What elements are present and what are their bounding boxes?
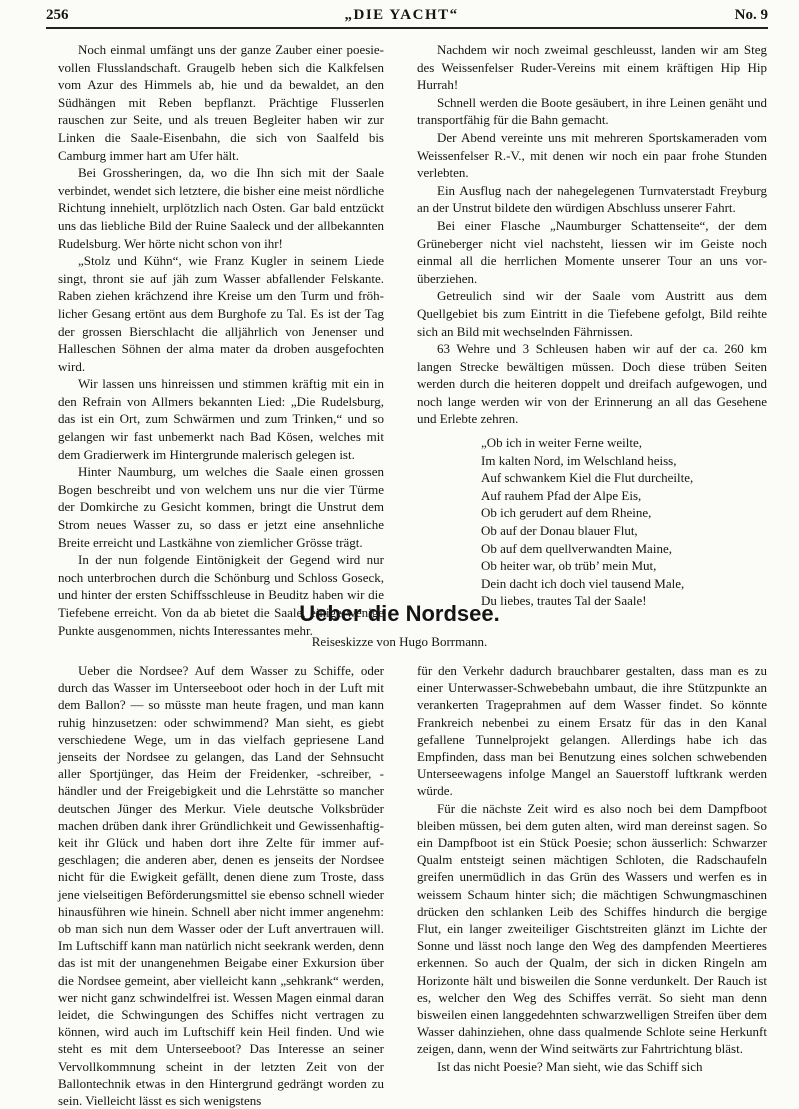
paragraph: Bei einer Flasche „Naumburger Schattenseite“, der dem Grüneberger nicht viel nachsteht, liessen wir im Geiste noch einmal all die herrlichen Momente unserer Tour an uns vorüberziehen. <box>417 217 767 286</box>
column-bottom-right <box>417 662 767 1075</box>
page-header <box>46 4 768 26</box>
header-rule <box>46 27 768 29</box>
paragraph: „Stolz und Kühn“, wie Franz Kugler in seinem Liede singt, thront sie auf jäh zum Wasser abfallender Felskante. Raben ziehen krächzend ihre Kreise um den Turm und fröhlicher Gesang ertönt aus dem Burghofe zu Tal. Es ist der Tag der grossen Bierschlacht die alljährlich von Jenenser und Halleschen Söhnen der alma mater da droben ausgefochten wird. <box>58 253 384 374</box>
poem-line: Ob auf der Donau blauer Flut, <box>481 523 638 539</box>
poem <box>481 434 767 610</box>
column-top-right <box>417 41 767 610</box>
paragraph: Getreulich sind wir der Saale vom Austritt aus dem Quellgebiet bis zum Eintritt in die Tiefebene gefolgt, Bild reihte sich an Bild mit wechselnden Fährnissen. <box>417 288 767 339</box>
article-title: Ueber die Nordsee. <box>299 601 500 626</box>
paragraph: Schnell werden die Boote gesäubert, in ihre Leinen genäht und transportfähig für die Bahn gemacht. <box>417 94 767 128</box>
column-top-left <box>58 41 384 639</box>
paragraph: Wir lassen uns hinreissen und stimmen kräftig mit ein in den Refrain von Allmers bekannten Lied: „Die Rudelsburg, das ist ein Ort, zum Schwärmen und zum Trinken,“ und so gelangen wir fast unbemerkt nach Bad Kösen, welches mit dem Gradierwerk im Hintergrunde malerisch gelegen ist. <box>58 376 384 462</box>
paragraph: Hinter Naumburg, um welches die Saale einen grossen Bogen beschreibt und von welchem uns nur die vier Türme der Domkirche zu Gesicht kommen, bringt die Unstrut dem Strom neues Wasser zu, so dass er jetzt eine ansehnliche Breite erreicht und Lastkähne von ziemlicher Grösse trägt. <box>58 464 384 550</box>
column-bottom-left <box>58 662 384 1109</box>
poem-line: Ob heiter war, ob trüb’ mein Mut, <box>481 558 657 574</box>
poem-line: Ob auf dem quellverwandten Maine, <box>481 540 672 556</box>
paragraph: Ein Ausflug nach der nahegelegenen Turnvaterstadt Freyburg an der Unstrut bildete den würdigen Abschluss unserer Fahrt. <box>417 182 767 216</box>
paragraph: für den Verkehr dadurch brauchbarer gestalten, dass man es zu einer Unterwasser-Schwebebahn umbaut, die ihre Stützpunkte an verankerten Trageprahmen auf dem Wasser findet. So könnte Frankreich nebenbei zu einem Ersatz für das in den Kanal gefallene Tunnelprojekt gelangen. Allerdings habe ich das Empfinden, dass man bei Benutzung eines solchen schwebenden Unterseewagens infolge Mangel an Sauerstoff luftkrank werden würde. <box>417 663 767 799</box>
poem-line: Ob ich gerudert auf dem Rheine, <box>481 505 652 521</box>
paragraph: Ueber die Nordsee? Auf dem Wasser zu Schiffe, oder durch das Wasser im Unterseeboot oder hoch in der Luft mit dem Ballon? — so müsste man heute fragen, und man kann ruhig hinzusetzen: oder schwimmend? Man sieht, es giebt verschiedene Wege, um in das vielfach gepriesene Land jenseits der Nordsee zu gelangen, das Land der Sehnsucht aller Sportjünger, das Heim der Freidenker, -schreiber, -händler und der Freigebigkeit und die Lehrstätte so mancher deutschen Jünger des Merkur. Viele deutsche Volksbrüder machen drüben dank ihrer Gründlichkeit und Gewissenhaftigkeit ihr Glück und haben dort ihre Zelte für immer aufgeschlagen; die anderen aber, denen es jenseits der Nordsee nicht für die Ewigkeit gefällt, denen diene zum Troste, dass jene vielseitigen Beförderungsmittel sie ebenso schnell wieder hinausführen wie hinein. Schnell aber nicht immer angenehm: ob man sich nun dem Wasser oder der Luft anvertrauen will. Im Luftschiff kann man natürlich nicht seekrank werden, denn das ist mit der unangenehmen Beigabe einer Exkursion über die Nordsee gemeint, aber vielleicht kann „sehkrank“ werden, wer nicht ganz schwindelfrei ist. Wessen Magen einmal daran leidet, die Schwingungen des Schiffes nicht vertragen zu können, wird auch im Luftschiff kein Heil finden. Und wie steht es mit dem Unterseeboot? Das Interesse an seiner Vervollkommnung scheint in der letzten Zeit von der Ballontechnik etwas in den Hintergrund gedrängt worden zu sein. Vielleicht lässt es sich wenigstens <box>58 663 384 1109</box>
page-number: 256 <box>46 6 69 23</box>
poem-line: Dein dacht ich doch viel tausend Male, <box>481 575 685 591</box>
issue-number: No. 9 <box>734 6 768 23</box>
magazine-title: „DIE YACHT“ <box>344 6 459 23</box>
paragraph: Bei Grossheringen, da, wo die Ihn sich mit der Saale verbindet, wendet sich letztere, die bisher eine meist nördliche Richtung innehielt, urplötzlich nach Osten. Gar bald entzückt uns das liebliche Bild der Ruine Saaleck und der allbekannten Rudelsburg. Wer hörte nicht schon von ihr! <box>58 165 384 251</box>
paragraph: Für die nächste Zeit wird es also noch bei dem Dampfboot bleiben müssen, bei dem guten alten, wird man dereinst sagen. So ein Dampfboot ist ein Stück Poesie; schon äusserlich: Schwarzer Qualm entsteigt seinen mächtigen Schloten, die Radschaufeln greifen unermüdlich in das Grün des Wassers und werfen es in weissem Schaum hinter sich; die mächtigen Schwungmaschinen drücken den schlanken Leib des Schiffes hindurch die bergige Flut, ein langer zweiteiliger Gischtstreiten glänzt im Lichte der Sonne und lässt noch lange den Weg des dampfenden Meertieres erkennen. So auch der Qualm, der sich in dicken Ringeln am Horizonte hält und bisweilen die Sonne verdunkelt. Der Rauch ist es, welcher den Weg des Schiffes verrät. So sieht man denn bisweilen einen langgedehnten schwarzwelligen Streifen über dem Wasser dahinziehen, ohne dass qualmende Schlote seine Herkunft zeigen, dann, wenn der Wind seitwärts zur Fahrtrichtung bläst. <box>417 800 767 1057</box>
paragraph: In der nun folgende Eintönigkeit der Gegend wird nur noch unterbrochen durch die Schönburg und Schloss Goseck, und hinter der ersten Schiffsschleuse in Beuditz haben wir die Tiefebene erreicht. Von da ab bietet die Saale, einige wenige Punkte ausgenommen, nichts Interessantes mehr. <box>58 552 384 638</box>
poem-line: Du liebes, trautes Tal der Saale! <box>481 593 647 609</box>
paragraph: 63 Wehre und 3 Schleusen haben wir auf der ca. 260 km langen Strecke bewältigen müssen. Doch diese trüben Seiten werden durch die heiteren doppelt und dreifach aufgewogen, und noch lange werden wir von der Erinnerung an all das Gesehene und Erlebte zehren. <box>417 341 767 427</box>
poem-line: Auf schwankem Kiel die Flut durcheilte, <box>481 470 694 486</box>
paragraph: Ist das nicht Poesie? Man sieht, wie das Schiff sich <box>437 1058 703 1074</box>
poem-line: „Ob ich in weiter Ferne weilte, <box>481 435 642 451</box>
paragraph: Der Abend vereinte uns mit mehreren Sportskameraden vom Weissenfelser R.-V., mit denen wir noch ein paar frohe Stunden verlebten. <box>417 129 767 181</box>
paragraph: Nachdem wir noch zweimal geschleusst, landen wir am Steg des Weissenfelser Ruder-Vereins mit einem kräftigen Hip Hip Hurrah! <box>417 42 767 93</box>
paragraph: Noch einmal umfängt uns der ganze Zauber einer poesievollen Flusslandschaft. Graugelb heben sich die Kalkfelsen vom Azur des Himmels ab, hie und da bewaldet, an den Südhängen mit Reben bepflanzt. Prächtige Flusserlen rauschen zur Seite, und als treuen Begleiter haben wir zur Linken die Saale-Eisenbahn, die sich von Saalfeld bis Camburg immer hart am Ufer hält. <box>58 42 384 163</box>
poem-line: Im kalten Nord, im Welschland heiss, <box>481 452 677 468</box>
poem-line: Auf rauhem Pfad der Alpe Eis, <box>481 487 642 503</box>
article-subtitle: Reiseskizze von Hugo Borrmann. <box>311 634 488 649</box>
